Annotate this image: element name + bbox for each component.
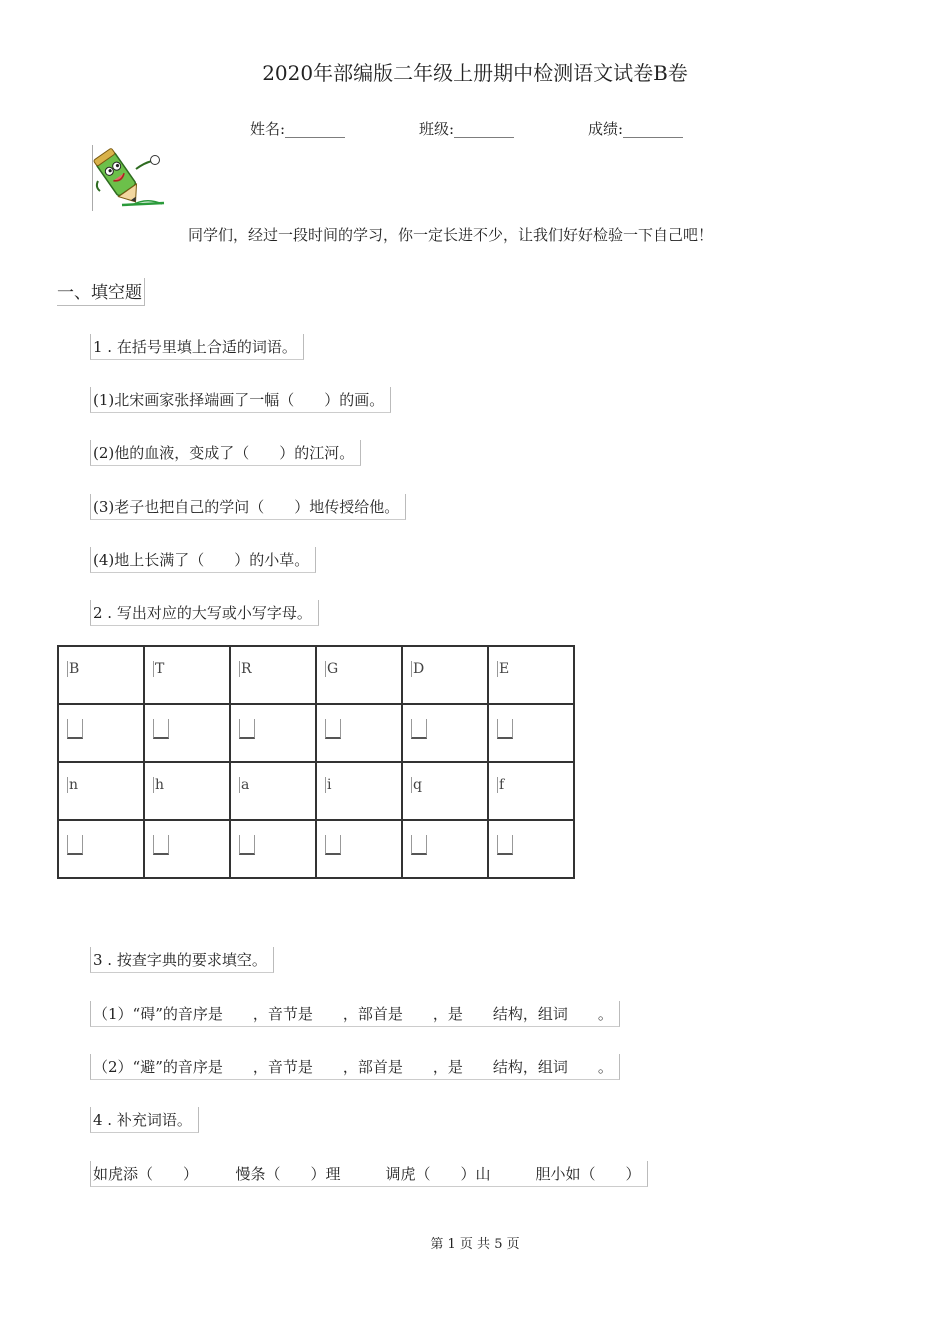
- q1-item-3: (3)老子也把自己的学问（ ）地传授给他。: [90, 494, 406, 520]
- q1-item-2: (2)他的血液，变成了（ ）的江河。: [90, 440, 361, 466]
- answer-cell[interactable]: [144, 704, 230, 762]
- score-field-label: 成绩:________: [588, 120, 684, 138]
- answer-row-lowercase: [58, 704, 574, 762]
- answer-box[interactable]: [411, 719, 427, 739]
- answer-box[interactable]: [239, 835, 255, 855]
- letter-cell: [488, 646, 574, 704]
- answer-row-uppercase: [58, 820, 574, 878]
- answer-box[interactable]: [153, 719, 169, 739]
- letter-cell: [488, 762, 574, 820]
- letter-lower-5: q: [413, 777, 422, 793]
- page-footer: 第 1 页 共 5 页: [430, 1237, 520, 1252]
- answer-box[interactable]: [411, 835, 427, 855]
- letter-upper-5: D: [413, 661, 425, 677]
- answer-cell[interactable]: [230, 820, 316, 878]
- answer-box[interactable]: [325, 719, 341, 739]
- answer-cell[interactable]: [488, 704, 574, 762]
- q4-idiom-line: 如虎添（ ） 慢条（ ）理 调虎（ ）山 胆小如（ ）: [90, 1161, 648, 1187]
- q1-item-4: (4)地上长满了（ ）的小草。: [90, 547, 316, 573]
- answer-cell[interactable]: [402, 820, 488, 878]
- q3-item-2: （2）“避”的音序是 ，音节是 ，部首是 ，是 结构，组词 。: [90, 1054, 620, 1080]
- letter-upper-3: R: [241, 661, 252, 677]
- letter-upper-2: T: [155, 661, 165, 677]
- intro-text: 同学们，经过一段时间的学习，你一定长进不少，让我们好好检验一下自己吧！: [188, 226, 714, 244]
- section-title-fill-blank: 一、填空题: [57, 278, 145, 306]
- q3-title: 3 . 按查字典的要求填空。: [90, 947, 274, 973]
- answer-cell[interactable]: [402, 704, 488, 762]
- uppercase-row: [58, 646, 574, 704]
- lowercase-row: [58, 762, 574, 820]
- answer-box[interactable]: [497, 719, 513, 739]
- answer-cell[interactable]: [144, 820, 230, 878]
- class-field-label: 班级:________: [419, 120, 515, 138]
- letter-lower-2: h: [155, 777, 165, 793]
- answer-cell[interactable]: [316, 704, 402, 762]
- letter-upper-4: G: [327, 661, 339, 677]
- name-field-label: 姓名:________: [250, 120, 346, 138]
- answer-box[interactable]: [67, 835, 83, 855]
- letter-lower-1: n: [69, 777, 79, 793]
- answer-box[interactable]: [67, 719, 83, 739]
- answer-cell[interactable]: [58, 820, 144, 878]
- letter-lower-6: f: [499, 777, 505, 793]
- letter-cell: [58, 762, 144, 820]
- letter-cell: [402, 762, 488, 820]
- q3-item-1: （1）“碍”的音序是 ，音节是 ，部首是 ，是 结构，组词 。: [90, 1001, 620, 1027]
- q1-title: 1 . 在括号里填上合适的词语。: [90, 334, 304, 360]
- answer-cell[interactable]: [488, 820, 574, 878]
- letters-table: [57, 645, 575, 879]
- letter-cell: [316, 646, 402, 704]
- letter-cell: [316, 762, 402, 820]
- pencil-mascot-icon: [92, 145, 168, 211]
- q1-item-1: (1)北宋画家张择端画了一幅（ ）的画。: [90, 387, 391, 413]
- answer-box[interactable]: [239, 719, 255, 739]
- page-title: 2020年部编版二年级上册期中检测语文试卷B卷: [262, 61, 688, 85]
- letter-upper-1: B: [69, 661, 80, 677]
- letter-lower-4: i: [327, 777, 332, 793]
- letter-cell: [58, 646, 144, 704]
- letter-cell: [230, 646, 316, 704]
- answer-box[interactable]: [153, 835, 169, 855]
- letter-cell: [402, 646, 488, 704]
- letter-cell: [230, 762, 316, 820]
- q2-title: 2 . 写出对应的大写或小写字母。: [90, 600, 319, 626]
- answer-cell[interactable]: [316, 820, 402, 878]
- answer-box[interactable]: [325, 835, 341, 855]
- q4-title: 4 . 补充词语。: [90, 1107, 199, 1133]
- letter-upper-6: E: [499, 661, 510, 677]
- letter-lower-3: a: [241, 777, 250, 793]
- answer-box[interactable]: [497, 835, 513, 855]
- letter-cell: [144, 762, 230, 820]
- answer-cell[interactable]: [230, 704, 316, 762]
- letter-cell: [144, 646, 230, 704]
- answer-cell[interactable]: [58, 704, 144, 762]
